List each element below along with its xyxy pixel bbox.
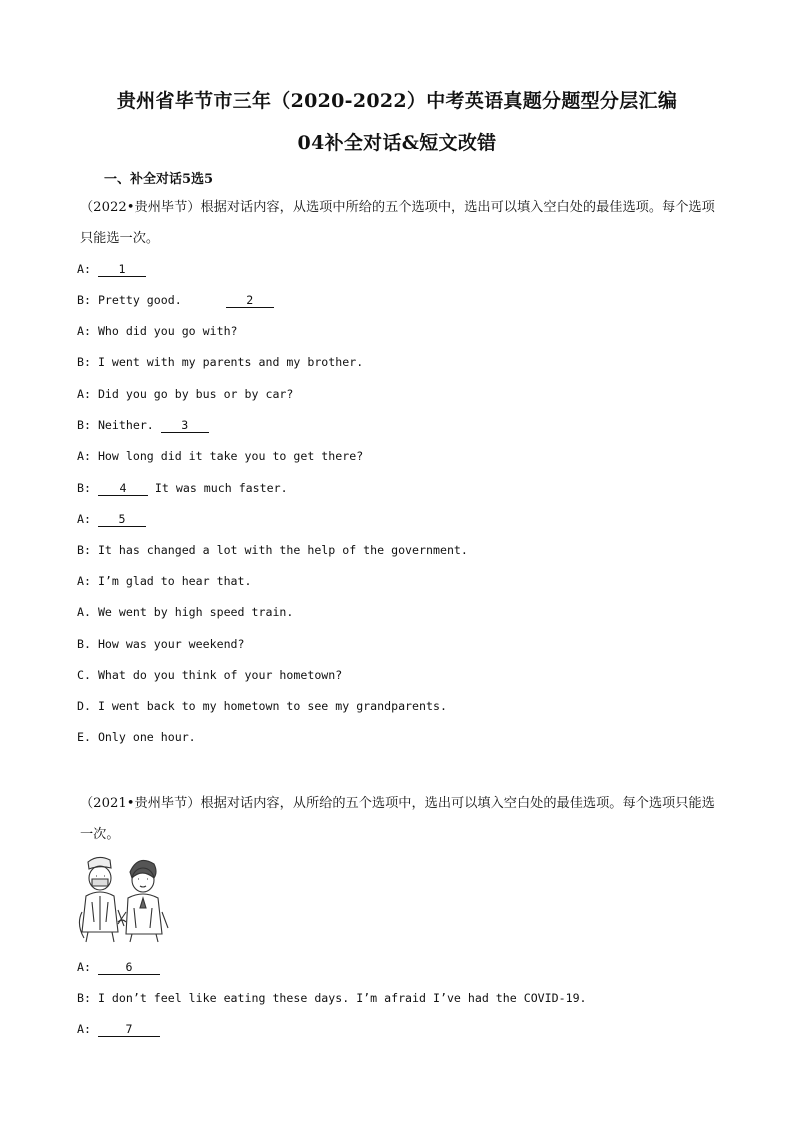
dialogue-line: B: I went with my parents and my brother. [77,355,364,369]
option-a: A. We went by high speed train. [77,605,294,619]
document-subtitle: 04补全对话&短文改错 [297,132,497,154]
dialogue-line: A: Who did you go with? [77,324,238,338]
answer-blank[interactable]: 4 [98,481,148,496]
instruction-2022: （2022•贵州毕节）根据对话内容，从选项中所给的五个选项中，选出可以填入空白处的最佳选项。每个选项只能选一次。 [80,200,715,246]
answer-blank[interactable]: 3 [161,418,209,433]
answer-blank[interactable]: 5 [98,512,146,527]
option-c: C. What do you think of your hometown? [77,668,343,682]
answer-blank[interactable]: 1 [98,262,146,277]
dialogue-line: A: How long did it take you to get there? [77,449,364,463]
dialogue-line: A: 1 [77,261,146,277]
option-d: D. I went back to my hometown to see my grandparents. [77,699,447,713]
dialogue-line: A: 7 [77,1021,160,1037]
section-heading: 一、补全对话5选5 [104,172,214,187]
dialogue-line: B: Pretty good. 2 [77,292,274,308]
answer-blank[interactable]: 7 [98,1022,160,1037]
answer-blank[interactable]: 6 [98,960,160,975]
answer-blank[interactable]: 2 [226,293,274,308]
dialogue-line: B: 4 It was much faster. [77,481,288,495]
dialogue-line: A: Did you go by bus or by car? [77,387,294,401]
dialogue-line: A: 5 [77,511,146,527]
dialogue-line: B: I don’t feel like eating these days. I’m afraid I’ve had the COVID-19. [77,991,587,1005]
dialogue-line: B: Neither. 3 [77,417,209,433]
instruction-2021: （2021•贵州毕节）根据对话内容，从所给的五个选项中，选出可以填入空白处的最佳选项。每个选项只能选一次。 [80,796,715,842]
dialogue-line: B: It has changed a lot with the help of the government. [77,543,468,557]
document-title: 贵州省毕节市三年（2020-2022）中考英语真题分题型分层汇编 [116,90,678,112]
option-b: B. How was your weekend? [77,637,245,651]
dialogue-line: A: I’m glad to hear that. [77,574,252,588]
dialogue-line: A: 6 [77,959,160,975]
option-e: E. Only one hour. [77,730,196,744]
doctor-and-patient-sketch-icon [78,852,174,944]
